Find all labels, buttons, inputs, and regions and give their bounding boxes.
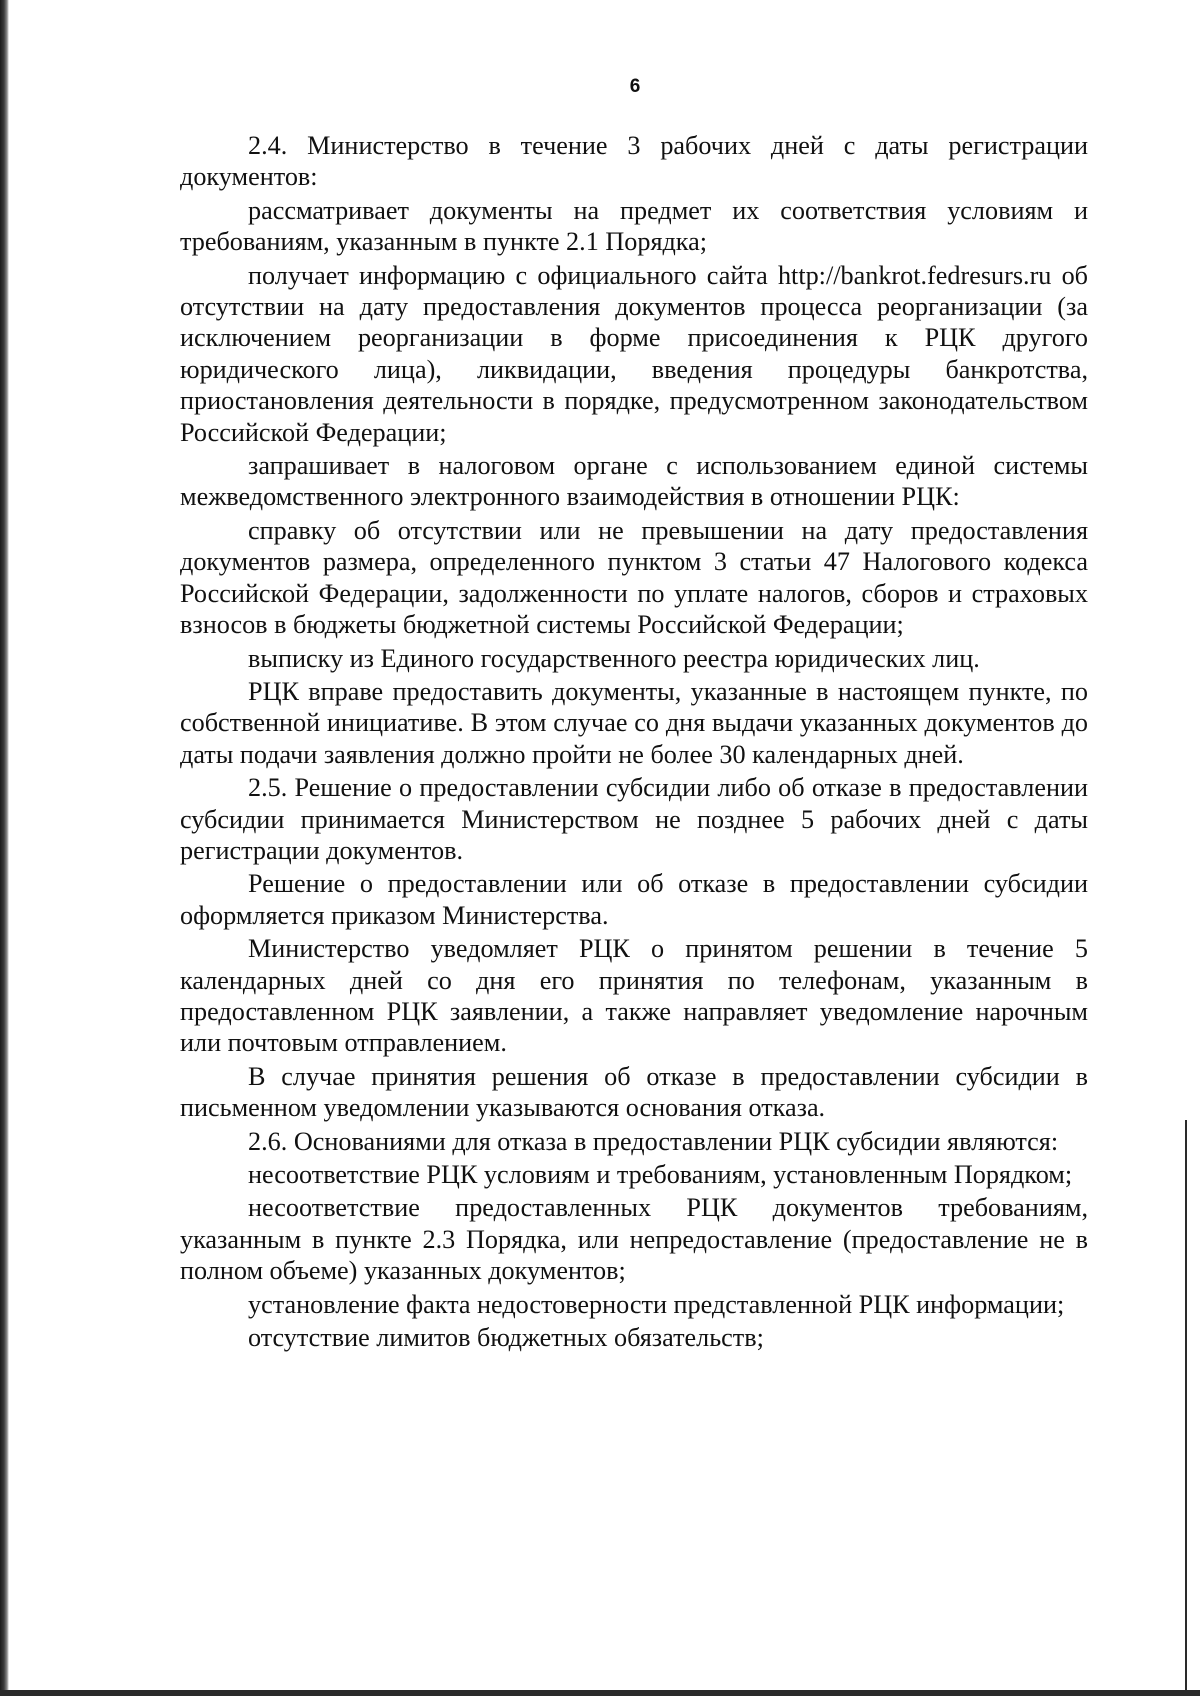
paragraph: справку об отсутствии или не превышении на дату предоставления документов размера, определенного пунктом 3 статьи 47 Налогового кодекса Российской Федерации, задолженности по уплате налогов, сборов и страховых взносов в бюджеты бюджетной системы Российской Федерации; [180,515,1088,640]
paragraph: В случае принятия решения об отказе в предоставлении субсидии в письменном уведомлении указываются основания отказа. [180,1061,1088,1123]
paragraph: Решение о предоставлении или об отказе в предоставлении субсидии оформляется приказом Министерства. [180,869,1088,930]
paragraph: Министерство уведомляет РЦК о принятом решении в течение 5 календарных дней со дня его принятия по телефонам, указанным в предоставленном РЦК заявлении, а также направляет уведомление нарочным или почтовым отправлением. [180,934,1088,1058]
scan-edge-bottom [0,1690,1200,1696]
paragraph: РЦК вправе предоставить документы, указанные в настоящем пункте, по собственной инициативе. В этом случае со дня выдачи указанных документов до даты подачи заявления должно пройти не более 30 календарных дней. [180,676,1088,769]
page-number: 6 [629,76,641,97]
paragraph: установление факта недостоверности представленной РЦК информации; [248,1289,1065,1319]
scan-edge-left [0,0,9,1696]
paragraph: несоответствие РЦК условиям и требованиям, установленным Порядком; [248,1160,1073,1189]
paragraph: получает информацию с официального сайта http://bankrot.fedresurs.ru об отсутствии на дату предоставления документов процесса реорганизации (за исключением реорганизации в форме присоединения к РЦК другого юридического лица), ликвидации, введения процедуры банкротства, приостановления деятельности в порядке, предусмотренном законодательством Российской Федерации; [180,260,1088,447]
paragraph: 2.5. Решение о предоставлении субсидии либо об отказе в предоставлении субсидии принимается Министерством не позднее 5 рабочих дней с даты регистрации документов. [180,773,1088,865]
paragraph: несоответствие предоставленных РЦК документов требованиям, указанным в пункте 2.3 Порядка, или непредоставление (предоставление не в полном объеме) указанных документов; [180,1193,1088,1286]
paragraph: 2.6. Основаниями для отказа в предоставлении РЦК субсидии являются: [248,1126,1059,1156]
paragraph: отсутствие лимитов бюджетных обязательств; [248,1323,764,1353]
paragraph: 2.4. Министерство в течение 3 рабочих дней с даты регистрации документов: [180,131,1088,192]
scan-edge-right [1185,1120,1187,1696]
document-body [180,130,1088,1355]
paragraph: запрашивает в налоговом органе с использованием единой системы межведомственного электронного взаимодействия в отношении РЦК: [180,451,1088,512]
paragraph: выписку из Единого государственного реестра юридических лиц. [248,643,980,673]
paragraph: рассматривает документы на предмет их соответствия условиям и требованиям, указанным в пункте 2.1 Порядка; [180,195,1088,257]
